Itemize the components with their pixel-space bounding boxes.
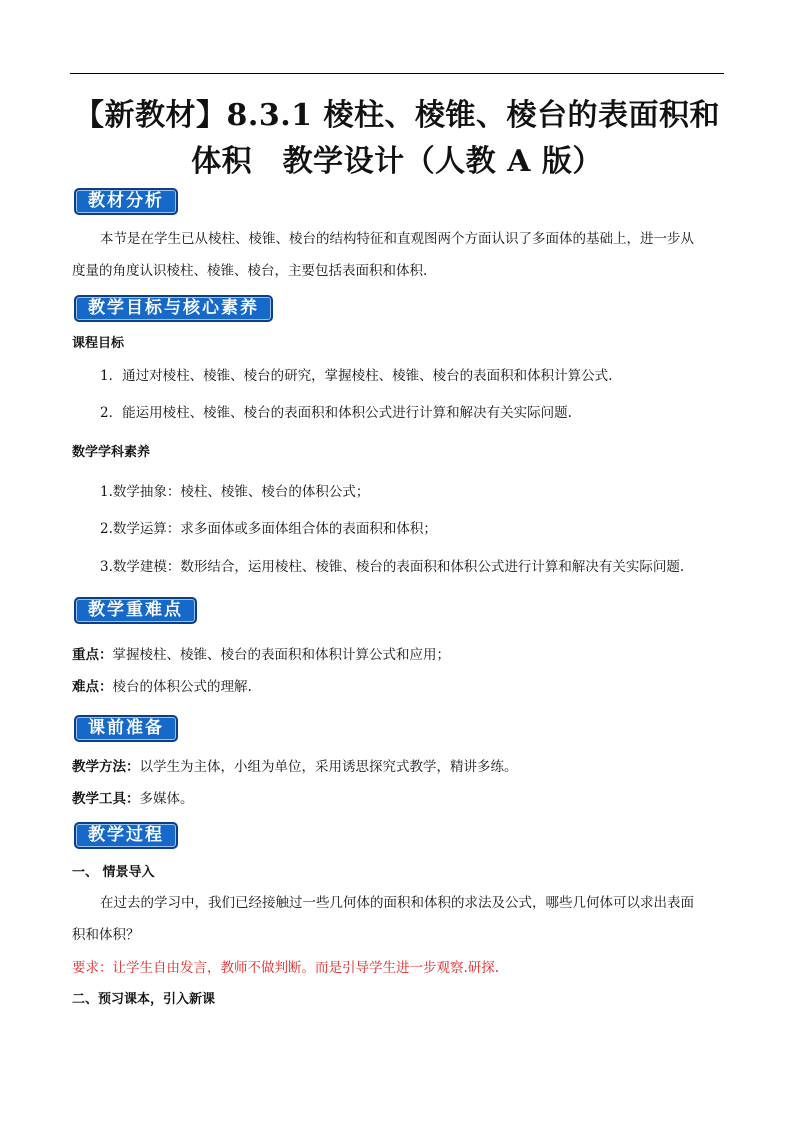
literacy-item: 3.数学建模：数形结合，运用棱柱、棱锥、棱台的表面积和体积公式进行计算和解决有关实际问题.: [100, 559, 685, 575]
analysis-paragraph-line-2: 度量的角度认识棱柱、棱锥、棱台，主要包括表面积和体积.: [72, 263, 428, 279]
analysis-paragraph-line-1: 本节是在学生已从棱柱、棱锥、棱台的结构特征和直观图两个方面认识了多面体的基础上，进一步从: [100, 231, 694, 247]
teaching-tools-label: 教学工具：: [72, 791, 140, 807]
difficult-point-row: [72, 677, 724, 697]
step-1-heading: 一、 情景导入: [72, 865, 155, 880]
requirement-note: 要求：让学生自由发言，教师不做判断。而是引导学生进一步观察.研探.: [72, 960, 500, 976]
section-badge-objectives: 教学目标与核心素养: [74, 295, 273, 322]
teaching-tools-row: [72, 789, 724, 809]
header-rule: [70, 73, 724, 74]
literacy-item: 1.数学抽象：棱柱、棱锥、棱台的体积公式；: [100, 484, 370, 500]
teaching-tools-text: 多媒体。: [139, 791, 194, 807]
difficult-point-text: 棱台的体积公式的理解.: [112, 679, 252, 695]
step-1-paragraph-line-1: 在过去的学习中，我们已经接触过一些几何体的面积和体积的求法及公式，哪些几何体可以求出表面: [100, 895, 694, 911]
key-point-text: 掌握棱柱、棱锥、棱台的表面积和体积计算公式和应用；: [112, 647, 450, 663]
teaching-method-text: 以学生为主体，小组为单位，采用诱思探究式教学，精讲多练。: [139, 759, 518, 775]
step-2-heading: 二、预习课本，引入新课: [72, 992, 216, 1007]
page-title-line-1: 【新教材】8.3.1 棱柱、棱锥、棱台的表面积和: [74, 98, 720, 133]
key-point-row: [72, 645, 724, 665]
difficult-point-label: 难点：: [72, 679, 113, 695]
course-goal-item: 1．通过对棱柱、棱锥、棱台的研究，掌握棱柱、棱锥、棱台的表面积和体积计算公式.: [100, 368, 613, 384]
literacy-heading: 数学学科素养: [72, 445, 151, 460]
page-title-line-2: 体积 教学设计（人教 A 版）: [191, 144, 603, 179]
section-badge-textbook-analysis: 教材分析: [74, 188, 178, 215]
step-1-paragraph-line-2: 积和体积？: [72, 927, 140, 943]
section-badge-key-points: 教学重难点: [74, 597, 197, 624]
teaching-method-row: [72, 757, 724, 777]
course-goal-item: 2．能运用棱柱、棱锥、棱台的表面积和体积公式进行计算和解决有关实际问题.: [100, 405, 572, 421]
literacy-item: 2.数学运算：求多面体或多面体组合体的表面积和体积；: [100, 521, 437, 537]
section-badge-process: 教学过程: [74, 822, 178, 849]
section-badge-preparation: 课前准备: [74, 715, 178, 742]
key-point-label: 重点：: [72, 647, 113, 663]
course-goals-heading: 课程目标: [72, 336, 125, 351]
teaching-method-label: 教学方法：: [72, 759, 140, 775]
